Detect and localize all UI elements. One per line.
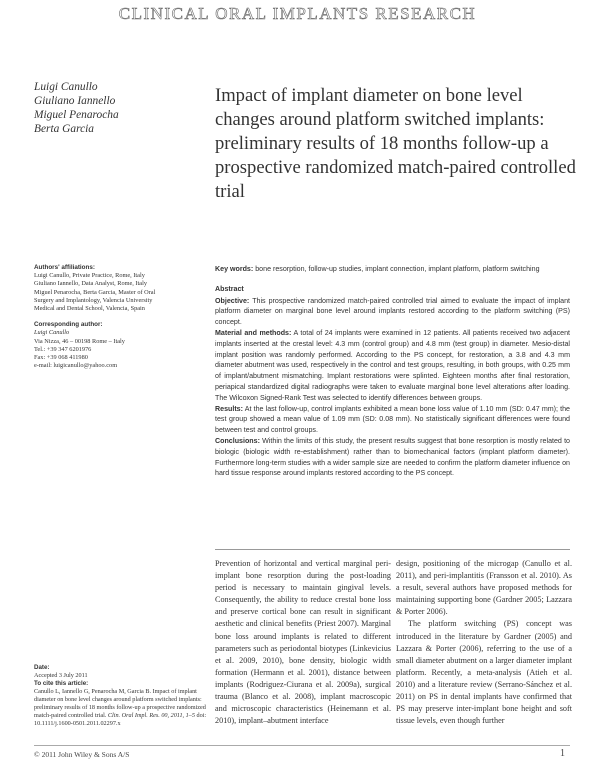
body-paragraph: design, positioning of the microgap (Canullo et al. 2011), and peri-implantitis (Fransson et al. 2010). As a result, several authors have proposed methods for maintaining supporting bone (Gardner 2005; Lazzara & Porter 2006). [396, 559, 572, 617]
affiliation-line: Surgery and Implantology, Valencia University [34, 296, 153, 304]
abstract-methods [215, 328, 570, 404]
abstract-heading: Abstract [215, 284, 244, 293]
date-heading: Date: [34, 664, 50, 671]
sidebar-info [34, 264, 209, 370]
affiliation-line: Medical and Dental School, Valencia, Spain [34, 305, 145, 313]
correspondence-name: Luigi Canullo [34, 329, 70, 337]
abstract-block [215, 264, 570, 479]
objective-label: Objective: [215, 296, 250, 305]
page-number: 1 [560, 748, 565, 759]
keywords-text: bone resorption, follow-up studies, implant connection, implant platform, platform switching [255, 265, 540, 273]
cite-reference: Canullo L, Iannello G, Penarocha M, Garcia B. Impact of implant diameter on bone level changes around platform switched implants: preliminary results of 18 months follow-up a prospective randomized match-paired controlled trial. [34, 688, 206, 719]
abstract-results [215, 404, 570, 436]
author-name: Miguel Penarocha [34, 109, 119, 121]
article-meta [34, 664, 209, 728]
footer-divider [34, 745, 570, 746]
keywords [215, 264, 570, 275]
affiliation-line: Luigi Canullo, Private Practice, Rome, Italy [34, 272, 145, 280]
body-column-right [396, 558, 572, 740]
author-name: Berta Garcia [34, 123, 95, 135]
affiliation-line: Giuliano Iannello, Data Analyst, Rome, Italy [34, 280, 147, 288]
copyright: © 2011 John Wiley & Sons A/S [34, 750, 130, 759]
methods-text: A total of 24 implants were examined in 12 patients. All patients received two adjacent implants inserted at the crestal level: 4.3 mm (control group) and 4.8 mm (test group) in diameter. Mesio-distal implant position was randomly performed. According to the PS concept, for restoration, a 3.8 and 4.3 mm diameter abutment was used, respectively in the control and test groups, resulting, in both groups, with 0.25 mm of implant/abutment mismatching. Implant restorations were splinted. Eighteen months after final restoration, periapical standardized digital radiographs were taken to evaluate marginal bone level alterations after loading. The Wilcoxon Signed-Rank Test was selected to identify differences between groups. [215, 328, 570, 402]
affiliations-heading: Authors' affiliations: [34, 264, 95, 271]
correspondence-line: Via Nizza, 46 – 00198 Rome – Italy [34, 337, 125, 345]
results-text: At the last follow-up, control implants exhibited a mean bone loss value of 1.10 mm (SD: 0.47 mm); the test group showed a mean value of 1.09 mm (SD: 0.08 mm). No statistically significant differences were found between test and control groups. [215, 404, 570, 435]
body-paragraph: The platform switching (PS) concept was introduced in the literature by Gardner (2005) and Lazzara & Porter (2006), referring to the use of a small diameter abutment on a larger diameter implant platform. Recently, a meta-analysis (Atieh et al. 2010) and a literature review (Serrano-Sánchez et al. 2011) on PS in dental implants have confirmed that PS may preserve inter-implant bone height and soft tissue levels, even though further [396, 619, 572, 726]
conclusions-text: Within the limits of this study, the present results suggest that bone resorption is mostly related to biologic (biologic width re-establishment) rather than to biomechanical factors (implant platform diameter). Furthermore long-term studies with a wider sample size are needed to confirm the platform diameter influence on hard tissue response around implants restored according to the PS concept. [215, 436, 570, 478]
keywords-label: Key words: [215, 265, 254, 273]
cite-doi[interactable]: doi: 10.1111/j.1600-0501.2011.02297.x [34, 712, 207, 727]
correspondence-line: Fax: +39 068 411980 [34, 354, 88, 362]
body-paragraph: Prevention of horizontal and vertical marginal peri-implant bone resorption during the post-loading period is necessary to maintain gingival levels. Consequently, the ability to reduce crestal bone loss and preserve cortical bone can result in significant aesthetic and clinical benefits (Priest 2007). Marginal bone loss around implants is related to different parameters such as periodontal biotypes (Linkevicius et al. 2009, 2010), bone density, biologic width formation (Hermann et al. 2001), distance between implants (Rodriguez-Ciurana et al. 2009a), surgical trauma (Blanco et al. 2008), implant macroscopic and microscopic characteristics (Heinemann et al. 2010), implant–abutment interface [215, 559, 391, 726]
abstract-conclusions [215, 436, 570, 479]
correspondence-email[interactable]: e-mail: luigicanullo@yahoo.com [34, 362, 118, 370]
objective-text: This prospective randomized match-paired controlled trial aimed to evaluate the impact of implant platform diameter on marginal bone level around implants restored according to the platform switching (PS) concept. [215, 296, 571, 327]
correspondence-line: Tel.: +39 347 6201976 [34, 345, 92, 353]
results-label: Results: [215, 404, 243, 413]
accepted-date: Accepted 3 July 2011 [34, 672, 88, 679]
methods-label: Material and methods: [215, 328, 292, 337]
cite-text [34, 688, 209, 728]
correspondence-heading: Corresponding author: [34, 321, 103, 329]
journal-header: CLINICAL ORAL IMPLANTS RESEARCH [118, 4, 477, 23]
cite-journal: Clin. Oral Impl. Res. 00, 2011, 1–5 [107, 712, 195, 719]
body-column-left [215, 558, 391, 740]
abstract-objective [215, 296, 570, 328]
affiliation-line: Miguel Penarocha, Berta Garcia, Master of Oral [34, 288, 156, 296]
cite-heading: To cite this article: [34, 680, 89, 687]
author-list [34, 80, 204, 136]
author-name: Luigi Canullo [34, 81, 98, 93]
author-name: Giuliano Iannello [34, 95, 116, 107]
article-title: Impact of implant diameter on bone level changes around platform switched implants: preliminary results of 18 months follow-up a prospective randomized match-paired controlled trial [215, 85, 576, 203]
abstract-divider [215, 549, 570, 550]
conclusions-label: Conclusions: [215, 436, 260, 445]
